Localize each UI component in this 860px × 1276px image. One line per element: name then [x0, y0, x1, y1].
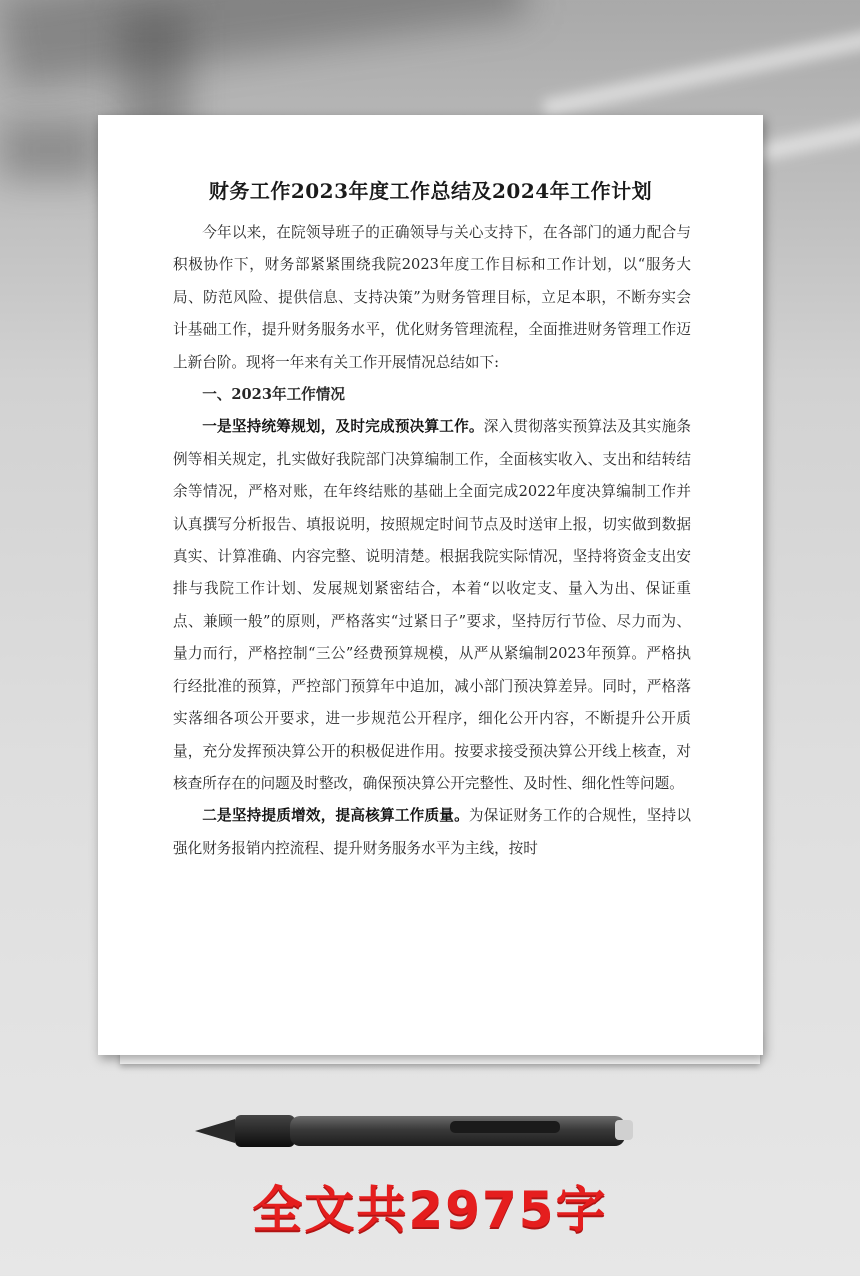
background-shadow	[0, 0, 527, 89]
item-lead-1: 一是坚持统筹规划，及时完成预决算工作。	[202, 418, 484, 436]
document-page	[98, 115, 763, 1055]
pen-icon	[195, 1105, 635, 1155]
section-heading: 一、2023年工作情况	[202, 386, 345, 404]
background-light-stripe	[542, 21, 860, 118]
item-lead-2: 二是坚持提质增效，提高核算工作质量。	[202, 807, 469, 825]
background-shadow	[0, 120, 100, 180]
item-paragraph-2	[173, 800, 691, 865]
item-text-1: 深入贯彻落实预算法及其实施条例等相关规定，扎实做好我院部门决算编制工作，全面核实收入、支出和结转结余等情况，严格对账，在年终结账的基础上全面完成2022年度决算编制工作并认真撰写分析报告、填报说明，按照规定时间节点及时送审上报，切实做到数据真实、计算准确、内容完整、说明清楚。根据我院实际情况，坚持将资金支出安排与我院工作计划、发展规划紧密结合，本着“以收定支、量入为出、保证重点、兼顾一般”的原则，严格落实“过紧日子”要求，坚持厉行节俭、尽力而为、量力而行，严格控制“三公”经费预算规模，从严从紧编制2023年预算。严格执行经批准的预算，严控部门预算年中追加，减小部门预决算差异。同时，严格落实落细各项公开要求，进一步规范公开程序，细化公开内容，不断提升公开质量，充分发挥预决算公开的积极促进作用。按要求接受预决算公开线上核查，对核查所存在的问题及时整改，确保预决算公开完整性、及时性、细化性等问题。	[173, 418, 691, 792]
word-count-banner: 全文共2975字	[252, 1181, 608, 1239]
intro-paragraph: 今年以来，在院领导班子的正确领导与关心支持下，在各部门的通力配合与积极协作下，财务部紧紧围绕我院2023年度工作目标和工作计划，以“服务大局、防范风险、提供信息、支持决策”为财务管理目标，立足本职，不断夯实会计基础工作，提升财务服务水平，优化财务管理流程，全面推进财务管理工作迈上新台阶。现将一年来有关工作开展情况总结如下:	[173, 224, 691, 371]
document-title: 财务工作2023年度工作总结及2024年工作计划	[208, 179, 653, 203]
document-body	[173, 217, 691, 865]
item-paragraph-1	[173, 411, 691, 800]
item-text-2: 为保证财务工作的合规性，坚持以强化财务报销内控流程、提升财务服务水平为主线，按时	[173, 807, 691, 857]
